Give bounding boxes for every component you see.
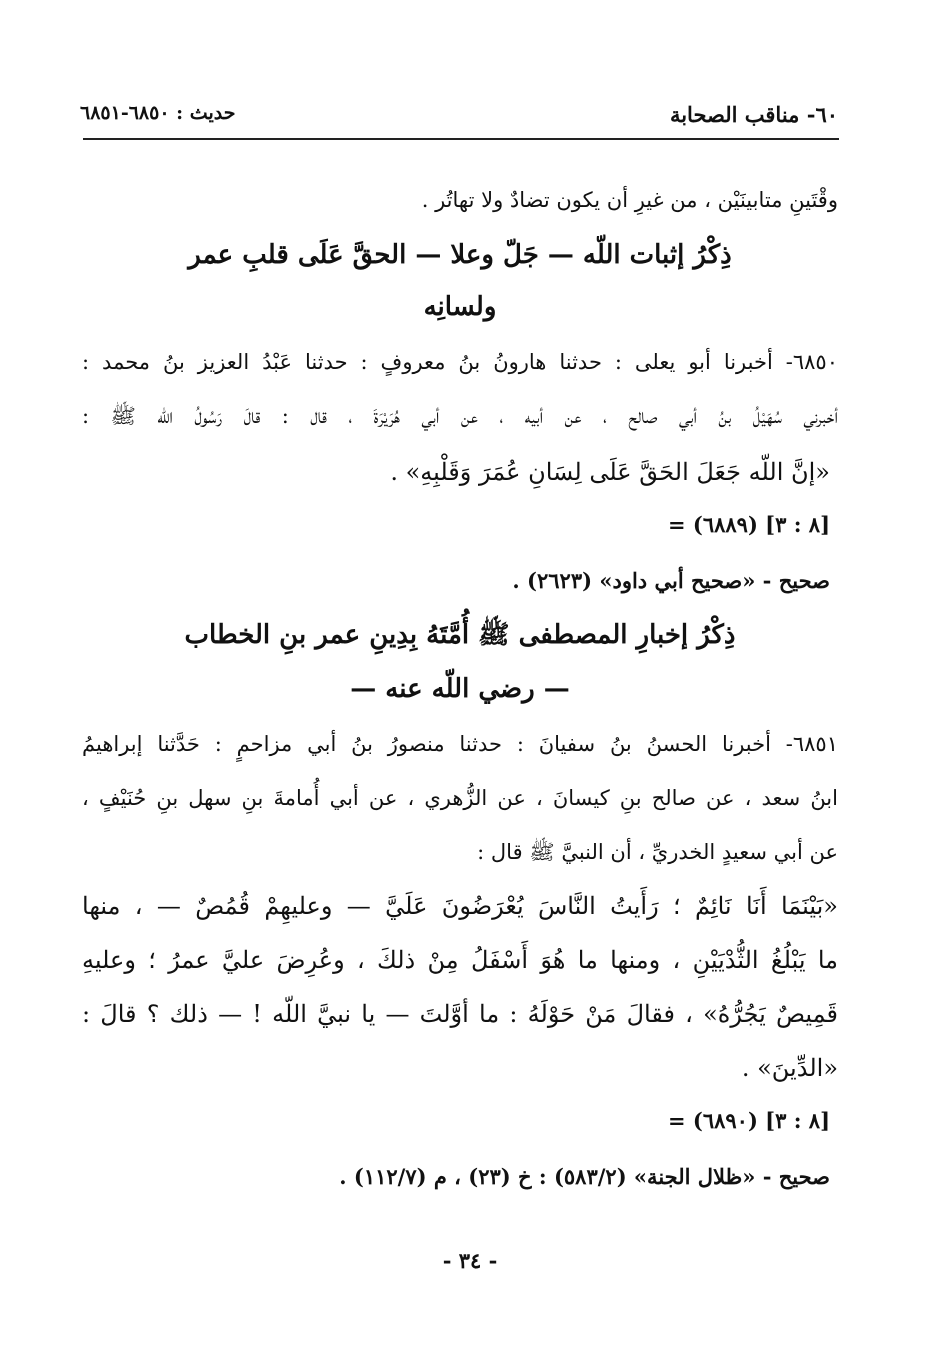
- cross-reference: = (٦٨٨٩) [٨ : ٣]: [667, 512, 830, 537]
- hadith-matn-line: «بَيْنَمَا أَنَا نَائِمٌ ؛ رَأَيتُ النَّاسَ يُعْرَضُونَ عَلَيَّ — وعليهِمْ قُمُصٌ — ، منها: [82, 892, 838, 920]
- running-header: [80, 96, 838, 132]
- hadith-isnad-line: ٦٨٥٠- أخبرنا أبو يعلى : حدثنا هارونُ بنُ معروفٍ : حدثنا عَبْدُ العزيز بنُ محمد :: [82, 350, 838, 374]
- chapter-title: ٦٠- مناقب الصحابة: [669, 102, 838, 127]
- section-heading: ذِكْرُ إثبات اللّه — جَلّ وعلا — الحقَّ عَلَى قلبِ عمر: [188, 240, 732, 270]
- hadith-matn-line: «الدِّينَ» .: [741, 1054, 838, 1082]
- grading-note: صحيح - «صحيح أبي داود» (٢٦٢٣) .: [512, 568, 830, 593]
- hadith-isnad-line: ٦٨٥١- أخبرنا الحسنُ بنُ سفيانَ : حدثنا منصورُ بنُ أبي مزاحمٍ : حَدَّثنا إبراهيمُ: [82, 732, 838, 756]
- section-heading: ذِكْرُ إخبارِ المصطفى ﷺ أُمَّتَهُ بِدِينِ عمر بنِ الخطاب: [184, 620, 736, 650]
- hadith-isnad-line: أخبرني سُهَيْلُ بنُ أبي صالح ، عن أبيه ، عن أبي هُرَيْرَةَ ، قال : قالَ رَسُولُ اللّه ﷺ :: [82, 404, 838, 428]
- hadith-range: حديث : ٦٨٥٠-٦٨٥١: [80, 102, 236, 124]
- cross-reference: = (٦٨٩٠) [٨ : ٣]: [667, 1108, 830, 1133]
- page-number: - ٣٤ -: [442, 1248, 498, 1273]
- section-heading-cont: ولسانِه: [423, 292, 497, 322]
- grading-note: صحيح - «ظلال الجنة» (٥٨٣/٢) : خ (٢٣) ، م (١١٢/٧) .: [339, 1164, 830, 1189]
- hadith-isnad-line: ابنُ سعد ، عن صالح بنِ كيسانَ ، عن الزُّهري ، عن أبي أُمامةَ بنِ سهل بنِ حُنَيْفٍ ،: [82, 786, 838, 810]
- section-heading-cont: — رضي اللّه عنه —: [350, 674, 570, 704]
- hadith-isnad-line: عن أبي سعيدٍ الخدريِّ ، أن النبيَّ ﷺ قال :: [477, 840, 838, 864]
- hadith-matn-line: «إنَّ اللّه جَعَلَ الحَقَّ عَلَى لِسَانِ عُمَرَ وَقَلْبِهِ» .: [390, 458, 830, 486]
- header-rule: [83, 138, 839, 140]
- hadith-matn-line: قَمِيصٌ يَجُرُّهُ» ، فقالَ مَنْ حَوْلَهُ : ما أوَّلتَ — يا نبيَّ اللّه ! — ذلك ؟ قالَ :: [82, 1000, 838, 1028]
- text-line: وقْتَينِ متابينَيْن ، من غيرِ أن يكون تضادٌ ولا تهاتُر .: [421, 188, 838, 212]
- hadith-matn-line: ما يَبْلُغُ الثُّدْيَيْنِ ، ومنها ما هُوَ أَسْفَلُ مِنْ ذلكَ ، وعُرِضَ عليَّ عمرُ ؛ وعليهِ: [82, 946, 838, 974]
